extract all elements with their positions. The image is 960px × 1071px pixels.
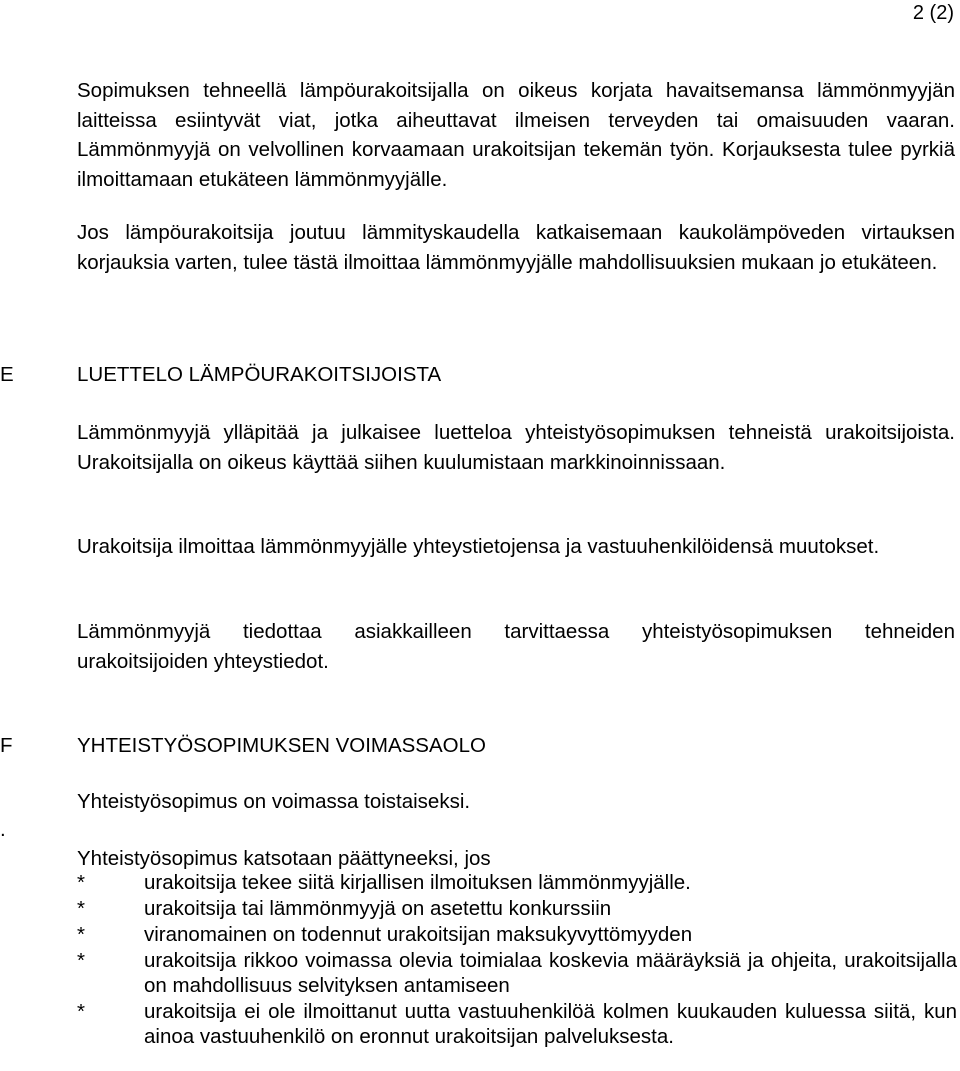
bullet-asterisk: * bbox=[77, 871, 85, 894]
bullet-asterisk: * bbox=[77, 897, 85, 920]
bullet-asterisk: * bbox=[77, 1000, 85, 1023]
list-item bbox=[77, 999, 957, 1049]
paragraph-termination-intro: Yhteistyösopimus katsotaan päättyneeksi, jos bbox=[77, 847, 491, 870]
bullet-asterisk: * bbox=[77, 949, 85, 972]
list-item-text: urakoitsija tekee siitä kirjallisen ilmoituksen lämmönmyyjälle. bbox=[144, 871, 691, 894]
paragraph-contact-changes: Urakoitsija ilmoittaa lämmönmyyjälle yhteystietojensa ja vastuuhenkilöidensä muutokset. bbox=[77, 535, 880, 558]
section-f-heading: YHTEISTYÖSOPIMUKSEN VOIMASSAOLO bbox=[77, 734, 486, 757]
paragraph-customer-info: Lämmönmyyjä tiedottaa asiakkailleen tarvittaessa yhteistyösopimuksen tehneiden urakoitsijoiden yhteystiedot. bbox=[77, 620, 955, 673]
margin-dot: . bbox=[0, 818, 6, 841]
page-number: 2 (2) bbox=[912, 2, 954, 24]
list-item-text: urakoitsija tai lämmönmyyjä on asetettu konkurssiin bbox=[144, 897, 612, 920]
section-e-letter: E bbox=[0, 363, 14, 386]
paragraph-validity: Yhteistyösopimus on voimassa toistaiseksi. bbox=[77, 790, 471, 813]
section-e-heading: LUETTELO LÄMPÖURAKOITSIJOISTA bbox=[77, 363, 442, 386]
bullet-asterisk: * bbox=[77, 923, 85, 946]
list-item-text: urakoitsija ei ole ilmoittanut uutta vastuuhenkilöä kolmen kuukauden kuluessa siitä, kun ainoa vastuuhenkilö on eronnut urakoitsijan palveluksesta. bbox=[144, 1000, 957, 1048]
paragraph-contractor-list: Lämmönmyyjä ylläpitää ja julkaisee luetteloa yhteistyösopimuksen tehneistä urakoitsijoista. Urakoitsijalla on oikeus käyttää siihen kuulumistaan markkinoinnissaan. bbox=[77, 421, 955, 474]
list-item bbox=[77, 896, 957, 921]
section-f-letter: F bbox=[0, 734, 13, 757]
list-item-text: viranomainen on todennut urakoitsijan maksukyvyttömyyden bbox=[144, 923, 693, 946]
list-item bbox=[77, 922, 957, 947]
termination-conditions-list bbox=[77, 870, 957, 1050]
list-item bbox=[77, 948, 957, 998]
list-item-text: urakoitsija rikkoo voimassa olevia toimialaa koskevia määräyksiä ja ohjeita, urakoitsijalla on mahdollisuus selvityksen antamiseen bbox=[144, 949, 957, 997]
paragraph-repair-rights: Sopimuksen tehneellä lämpöurakoitsijalla on oikeus korjata havaitsemansa lämmönmyyjän laitteissa esiintyvät viat, jotka aiheuttavat ilmeisen terveyden tai omaisuuden vaaran. Lämmönmyyjä on velvollinen korvaamaan urakoitsijan tekemän työn. Korjauksesta tulee pyrkiä ilmoittamaan etukäteen lämmönmyyjälle. bbox=[77, 79, 955, 191]
paragraph-heating-season-notice: Jos lämpöurakoitsija joutuu lämmityskaudella katkaisemaan kaukolämpöveden virtauksen korjauksia varten, tulee tästä ilmoittaa lämmönmyyjälle mahdollisuuksien mukaan jo etukäteen. bbox=[77, 221, 955, 274]
list-item bbox=[77, 870, 957, 895]
